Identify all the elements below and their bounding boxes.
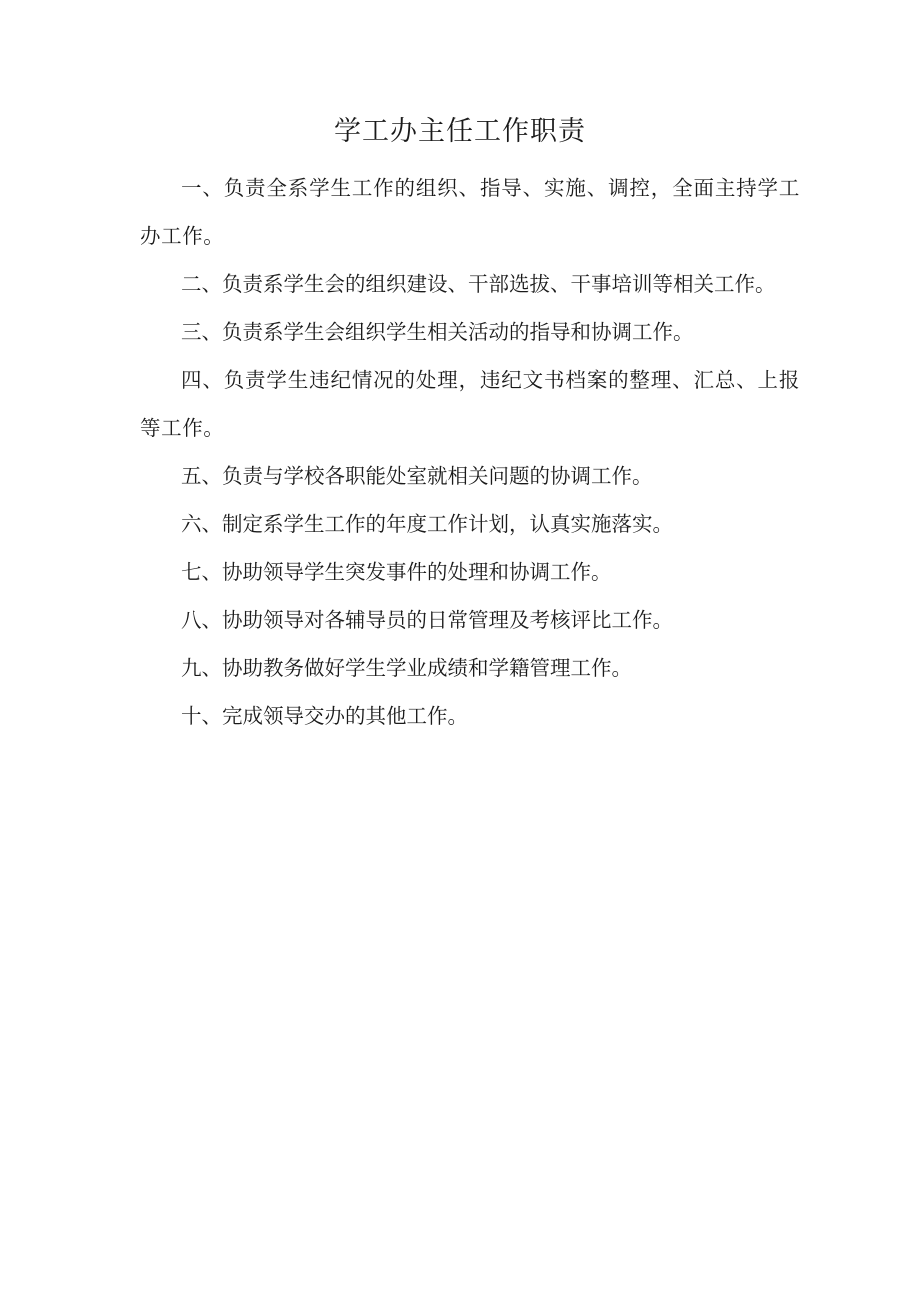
duty-item-6: 六、制定系学生工作的年度工作计划，认真实施落实。 xyxy=(181,512,673,536)
duty-item-5: 五、负责与学校各职能处室就相关问题的协调工作。 xyxy=(181,464,653,488)
duty-item-8: 八、协助领导对各辅导员的日常管理及考核评比工作。 xyxy=(181,608,673,632)
duty-item-4: 四、负责学生违纪情况的处理，违纪文书档案的整理、汇总、上报等工作。 xyxy=(140,368,800,440)
duty-item-3: 三、负责系学生会组织学生相关活动的指导和协调工作。 xyxy=(181,320,694,344)
duty-item-7: 七、协助领导学生突发事件的处理和协调工作。 xyxy=(181,560,612,584)
duties-list xyxy=(140,164,800,740)
duty-item-10: 十、完成领导交办的其他工作。 xyxy=(181,704,468,728)
document-title: 学工办主任工作职责 xyxy=(334,116,586,147)
duty-item-2: 二、负责系学生会的组织建设、干部选拔、干事培训等相关工作。 xyxy=(181,272,776,296)
duty-item-9: 九、协助教务做好学生学业成绩和学籍管理工作。 xyxy=(181,656,632,680)
duty-item-1: 一、负责全系学生工作的组织、指导、实施、调控，全面主持学工办工作。 xyxy=(140,176,800,248)
